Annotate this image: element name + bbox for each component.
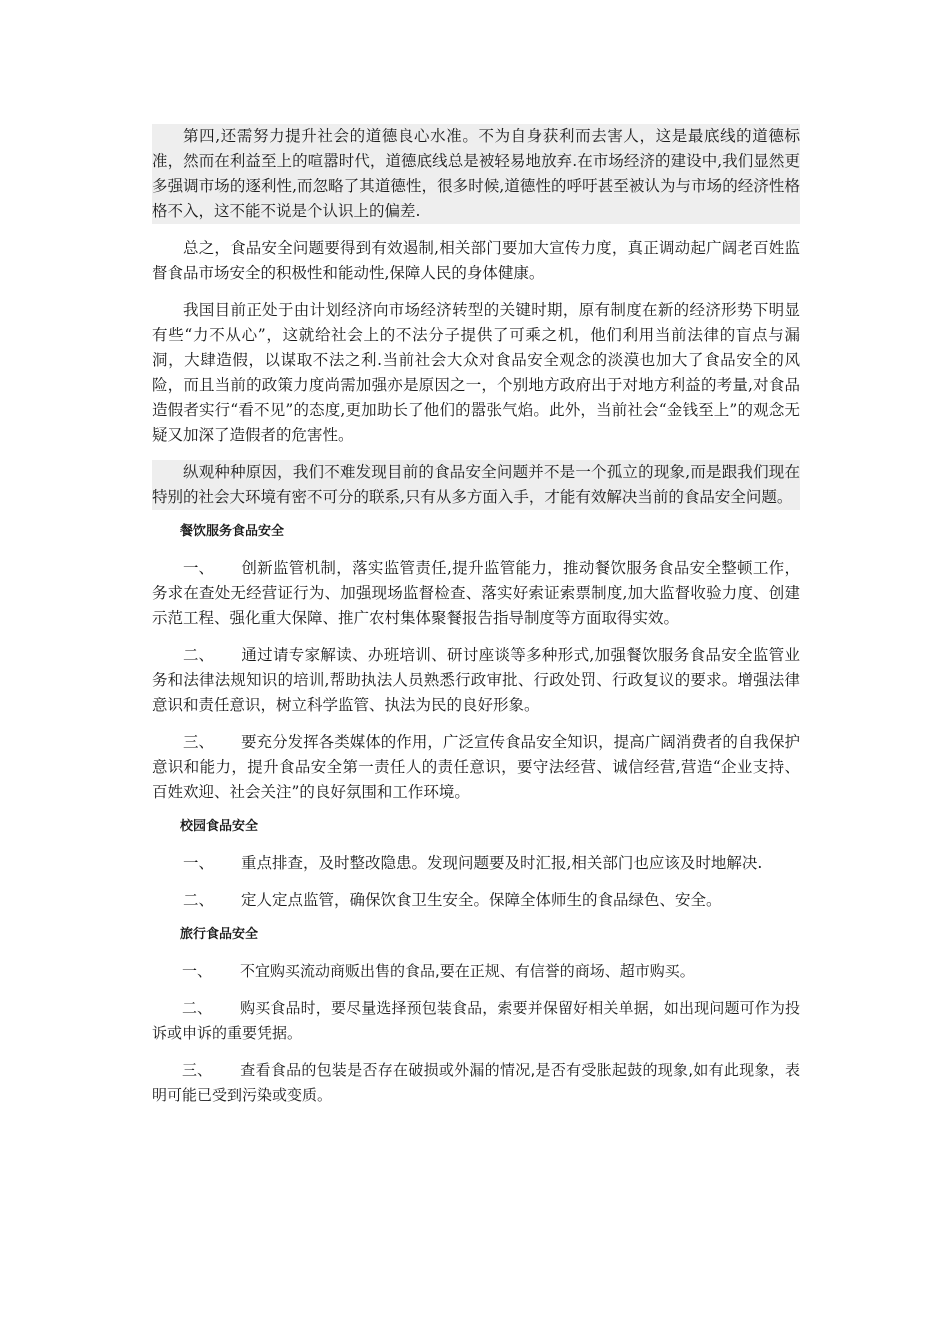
item-text: 重点排查，及时整改隐患。发现问题要及时汇报,相关部门也应该及时地解决. [241,854,763,872]
item-number: 二、 [182,999,213,1017]
section-heading-catering: 餐饮服务食品安全 [180,524,285,539]
list-item [152,1058,800,1108]
item-text: 购买食品时，要尽量选择预包装食品，索要并保留好相关单据，如出现问题可作为投诉或申诉的重要凭据。 [152,999,800,1042]
item-number: 一、 [182,962,213,980]
list-item [152,888,800,913]
item-number: 三、 [182,1061,213,1079]
item-number: 二、 [183,646,215,664]
list-item [152,643,800,718]
item-text: 不宜购买流动商贩出售的食品,要在正规、有信誉的商场、超市购买。 [240,962,695,980]
item-text: 通过请专家解读、办班培训、研讨座谈等多种形式,加强餐饮服务食品安全监管业务和法律法规知识的培训,帮助执法人员熟悉行政审批、行政处罚、行政复议的要求。增强法律意识和责任意识，树立科学监管、执法为民的良好形象。 [152,646,800,714]
document-body [152,124,800,1120]
paragraph-causes: 我国目前正处于由计划经济向市场经济转型的关键时期，原有制度在新的经济形势下明显有些“力不从心”，这就给社会上的不法分子提供了可乘之机，他们利用当前法律的盲点与漏洞，大肆造假，以谋取不法之利.当前社会大众对食品安全观念的淡漠也加大了食品安全的风险，而且当前的政策力度尚需加强亦是原因之一，个别地方政府出于对地方利益的考量,对食品造假者实行“看不见”的态度,更加助长了他们的嚣张气焰。此外，当前社会“金钱至上”的观念无疑又加深了造假者的危害性。 [152,301,800,444]
item-number: 二、 [183,891,215,909]
item-text: 要充分发挥各类媒体的作用，广泛宣传食品安全知识，提高广阔消费者的自我保护意识和能力，提升食品安全第一责任人的责任意识，要守法经营、诚信经营,营造“企业支持、百姓欢迎、社会关注”的良好氛围和工作环境。 [152,733,800,801]
list-item [152,851,800,876]
paragraph-conclusion: 纵观种种原因，我们不难发现目前的食品安全问题并不是一个孤立的现象,而是跟我们现在特别的社会大环境有密不可分的联系,只有从多方面入手，才能有效解决当前的食品安全问题。 [152,460,800,510]
list-item [152,996,800,1046]
item-number: 三、 [183,733,215,751]
item-number: 一、 [183,559,215,577]
paragraph-fourth-point: 第四,还需努力提升社会的道德良心水准。不为自身获利而去害人，这是最底线的道德标准，然而在利益至上的喧嚣时代，道德底线总是被轻易地放弃.在市场经济的建设中,我们显然更多强调市场的逐利性,而忽略了其道德性，很多时候,道德性的呼吁甚至被认为与市场的经济性格格不入，这不能不说是个认识上的偏差. [152,124,800,224]
list-item [152,556,800,631]
paragraph-summary: 总之，食品安全问题要得到有效遏制,相关部门要加大宣传力度，真正调动起广阔老百姓监督食品市场安全的积极性和能动性,保障人民的身体健康。 [152,239,800,282]
item-text: 定人定点监管，确保饮食卫生安全。保障全体师生的食品绿色、安全。 [241,891,722,909]
item-text: 创新监管机制，落实监管责任,提升监管能力，推动餐饮服务食品安全整顿工作，务求在查处无经营证行为、加强现场监督检查、落实好索证索票制度,加大监督收验力度、创建示范工程、强化重大保障、推广农村集体聚餐报告指导制度等方面取得实效。 [152,559,800,627]
section-heading-travel: 旅行食品安全 [180,927,259,942]
item-text: 查看食品的包装是否存在破损或外漏的情况,是否有受胀起鼓的现象,如有此现象，表明可能已受到污染或变质。 [152,1061,800,1104]
item-number: 一、 [183,854,215,872]
section-heading-campus: 校园食品安全 [180,819,259,834]
list-item [152,730,800,805]
list-item [152,959,800,984]
